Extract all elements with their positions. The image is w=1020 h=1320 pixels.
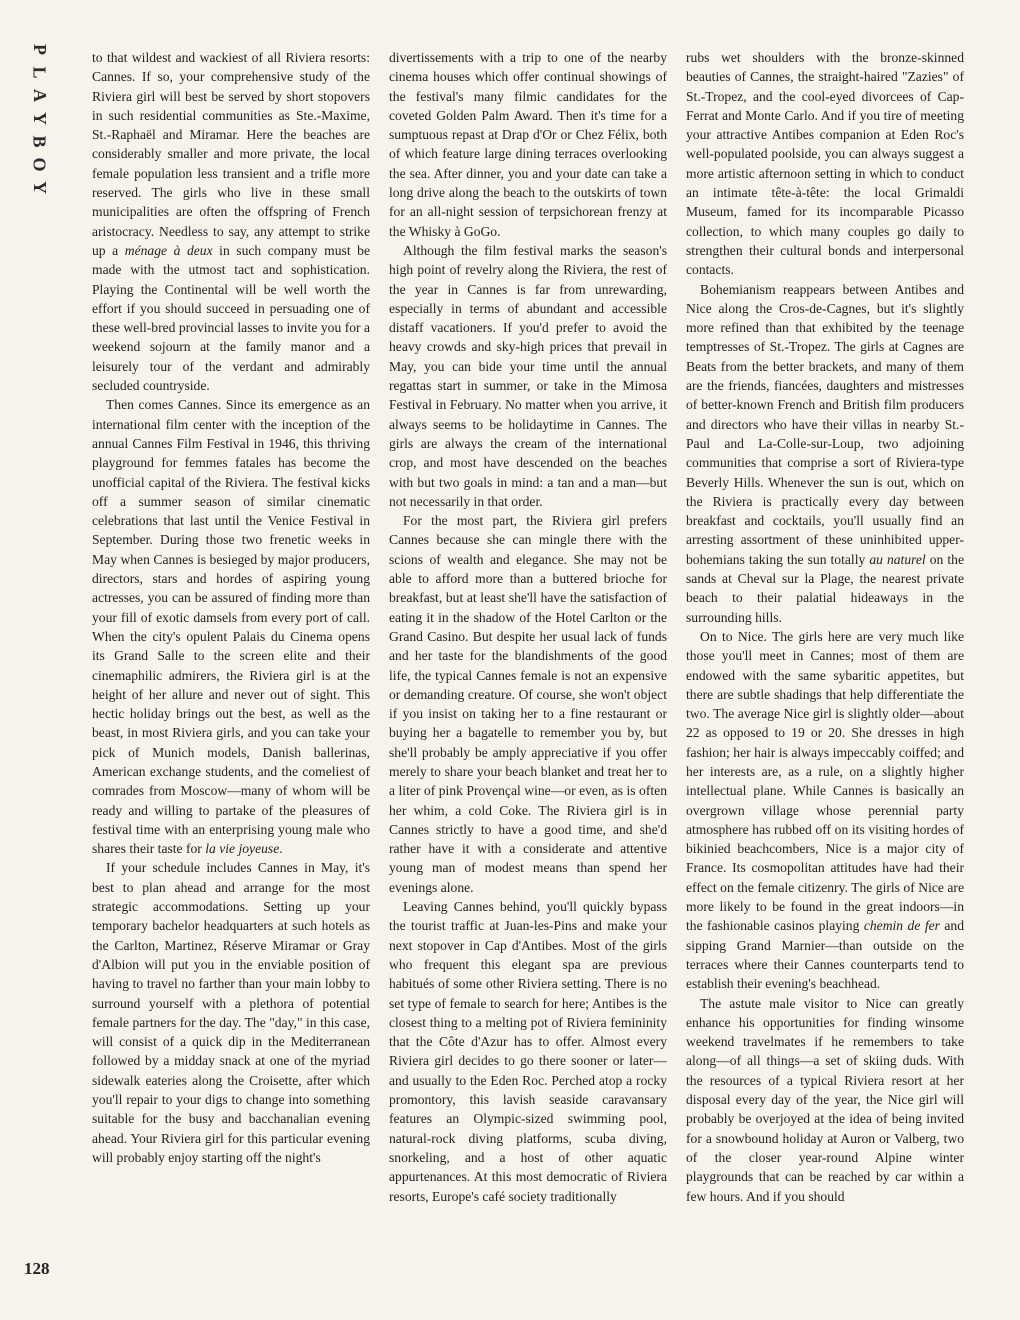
magazine-letter: A	[29, 89, 50, 102]
paragraph: The astute male visitor to Nice can greatly enhance his opportunities for finding winsome weekend travelmates if he remembers to take along—of all things—a set of skiing duds. With the resources of a typical Riviera resort at her disposal every day of the year, the Nice girl will probably be overjoyed at the idea of being invited for a snowbound holiday at Auron or Valberg, two of the closer year-round Alpine winter playgrounds that can be reached by car within a few hours. And if you should	[686, 995, 964, 1204]
magazine-letter: Y	[29, 112, 50, 125]
magazine-letter: P	[29, 44, 50, 55]
article-body	[92, 48, 964, 1303]
paragraph: If your schedule includes Cannes in May, it's best to plan ahead and arrange for the most strategic accommodations. Setting up your temporary bachelor headquarters at such hotels as the Carlton, Martinez, Réserve Miramar or Gray d'Albion will put you in the enviable position of having to travel no farther than your main lobby to surround yourself with a plethora of potential female partners for the day. The "day," in this case, will consist of a quick dip in the Mediterranean followed by a midday snack at one of the myriad sidewalk eateries along the Croisette, after which you'll repair to your digs to change into something suitable for the busy and bacchanalian evening ahead. Your Riviera girl for this particular evening will probably enjoy starting off the night's	[92, 860, 370, 1165]
italic-phrase: chemin de fer	[863, 918, 940, 934]
magazine-letter: Y	[29, 181, 50, 194]
paragraph: rubs wet shoulders with the bronze-skinned beauties of Cannes, the straight-haired "Zazies" of St.-Tropez, and the cool-eyed divorcees of Cap-Ferrat and Monte Carlo. And if you tire of meeting your attractive Antibes companion at Eden Roc's well-populated poolside, you can always suggest a more artistic afternoon setting in which to conduct an intimate tête-à-tête: the local Grimaldi Museum, famed for its incomparable Picasso collection, to which many couples go daily to strengthen their cultural bonds and interpersonal contacts.	[686, 50, 964, 278]
paragraph: On to Nice. The girls here are very much like those you'll meet in Cannes; most of them are endowed with the same sybaritic appetites, but there are subtle shadings that help differentiate the two. The average Nice girl is slightly older—about 22 as opposed to 19 or 20. She dresses in high fashion; her hair is always impeccably coiffed; and her interests are, as a rule, on a slightly higher intellectual plane. While Cannes is basically an overgrown village whose perennial party atmosphere has rubbed off on its visiting hordes of bikinied beachcombers, Nice is a major city of France. Its cosmopolitan attitudes have had their effect on the female citizenry. The girls of Nice are more likely to be found in the great indoors—in the fashionable casinos playing chemin de fer and sipping Grand Marnier—than outside on the terraces where their Cannes counterparts tend to establish their evening's beachhead.	[686, 628, 964, 992]
magazine-letter: L	[29, 66, 50, 79]
magazine-name-vertical	[28, 38, 50, 199]
italic-phrase: ménage à deux	[124, 242, 213, 258]
paragraph: For the most part, the Riviera girl prefers Cannes because she can mingle there with the scions of wealth and elegance. She may not be able to afford more than a buttered brioche for breakfast, but at least she'll have the satisfaction of eating it in the shadow of the Hotel Carlton or the Grand Casino. But despite her usual lack of funds and her taste for the blandishments of the good life, the typical Cannes female is not an expensive or demanding creature. Of course, she won't object if you insist on taking her to a fine restaurant or buying her a bagatelle to remember you by, but she'll probably be amply appreciative if you offer merely to share your beach blanket and treat her to a liter of pink Provençal wine—or even, as is often her whim, a cold Coke. The Riviera girl is in Cannes strictly to have a good time, and she'd rather have it with a considerate and attentive young man of modest means than spend her evenings alone.	[389, 513, 667, 895]
article-column-3	[686, 48, 964, 1303]
paragraph: Leaving Cannes behind, you'll quickly bypass the tourist traffic at Juan-les-Pins and make your next stopover in Cap d'Antibes. Most of the girls who frequent this elegant spa are previous habitués of some other Riviera setting. There is no set type of female to search for here; Antibes is the closest thing to a melting pot of Riviera femininity that the Côte d'Azur has to offer. Almost every Riviera girl decides to go there sooner or later—and usually to the Eden Roc. Perched atop a rocky promontory, this lavish seaside caravansary features an Olympic-sized swimming pool, natural-rock diving platforms, scuba diving, snorkeling, and a host of other aquatic appurtenances. At this most democratic of Riviera resorts, Europe's café society traditionally	[389, 899, 667, 1204]
paragraph: Then comes Cannes. Since its emergence as an international film center with the inception of the annual Cannes Film Festival in 1946, this thriving playground for femmes fatales has become the unofficial capital of the Riviera. The festival kicks off a summer season of similar cinematic celebrations that last until the Venice Festival in September. During those two frenetic weeks in May when Cannes is besieged by major producers, directors, stars and hordes of aspiring young actresses, you can be assured of finding more than your fill of exotic damsels from every port of call. When the city's opulent Palais du Cinema opens its Grand Salle to the screen elite and their cinemaphilic admirers, the Riviera girl is at the height of her allure and never out of sight. This hectic holiday brings out the best, as well as the beast, in most Riviera girls, and you can take your pick of Munich models, Danish ballerinas, American exchange students, and the comeliest of comrades from Moscow—many of whom will be ready and willing to partake of the pleasures of festival time with an enterprising young male who shares their taste for la vie joyeuse.	[92, 397, 370, 857]
page-number: 128	[24, 1259, 50, 1278]
italic-phrase: au naturel	[869, 551, 926, 567]
magazine-letter: O	[29, 157, 50, 172]
article-column-1	[92, 48, 370, 1303]
paragraph: Bohemianism reappears between Antibes and Nice along the Cros-de-Cagnes, but it's slightly more refined than that exhibited by the teenage temptresses of St.-Tropez. The girls at Cagnes are Beats from the better brackets, and many of them are the friends, fiancées, daughters and mistresses of better-known French and British film producers and directors who have their villas in nearby St.-Paul and La-Colle-sur-Loup, two adjoining communities that comprise a sort of Riviera-type Beverly Hills. Whenever the sun is out, which on the Riviera is practically every day between breakfast and cocktails, you'll usually find an arresting assortment of these uninhibited upper-bohemians taking the sun totally au naturel on the sands at Cheval sur la Plage, the nearest private beach to their palatial hideaways in the surrounding hills.	[686, 281, 964, 625]
paragraph: to that wildest and wackiest of all Riviera resorts: Cannes. If so, your comprehensive study of the Riviera girl will best be served by short stopovers in such residential communities as Ste.-Maxime, St.-Raphaël and Miramar. Here the beaches are considerably smaller and more private, the local female population less transient and a trifle more reserved. The girls who live in these small municipalities are often the offspring of French aristocracy. Needless to say, any attempt to strike up a ménage à deux in such company must be made with the utmost tact and sophistication. Playing the Continental will be well worth the effort if you should succeed in persuading one of these well-bred provincial lasses to invite you for a weekend sojourn at the family manor and a leisurely tour of the verdant and admirably secluded countryside.	[92, 50, 370, 394]
article-column-2	[389, 48, 667, 1303]
italic-phrase: la vie joyeuse	[205, 841, 280, 857]
magazine-letter: B	[29, 135, 50, 148]
paragraph: divertissements with a trip to one of the nearby cinema houses which offer continual showings of the festival's many filmic candidates for the coveted Golden Palm Award. Then it's time for a sumptuous repast at Drap d'Or or Chez Félix, both of which feature large dining terraces overlooking the sea. After dinner, you and your date can take a long drive along the beach to the outskirts of town for an all-night session of terpsichorean frenzy at the Whisky à GoGo.	[389, 50, 667, 239]
paragraph: Although the film festival marks the season's high point of revelry along the Riviera, the rest of the year in Cannes is far from unrewarding, especially in terms of abundant and accessible distaff vacationers. If you'd prefer to avoid the heavy crowds and sky-high prices that prevail in May, you can bide your time until the annual regattas start in summer, or take in the Mimosa Festival in February. No matter when you arrive, it always seems to be holidaytime in Cannes. The girls are always the cream of the international crop, and most have descended on the beaches with but two goals in mind: a tan and a man—but not necessarily in that order.	[389, 242, 667, 509]
